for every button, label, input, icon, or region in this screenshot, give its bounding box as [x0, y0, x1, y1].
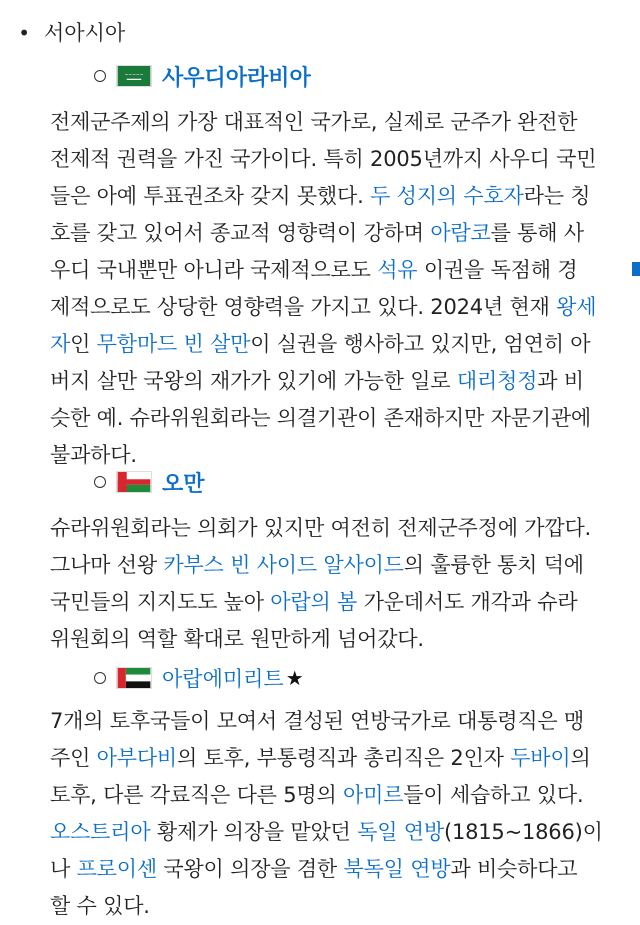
text-segment: 이 실권을 행사하고 있지만, 엄연히 아 — [250, 332, 591, 356]
text-segment: 호를 갖고 있어서 종교적 영향력이 강하며 — [50, 221, 431, 245]
text-line — [50, 215, 640, 252]
text-segment: 라는 칭 — [523, 184, 591, 208]
region-heading — [18, 18, 126, 48]
inline-link[interactable]: 프로이센 — [76, 857, 157, 881]
inline-link[interactable]: 아랍의 봄 — [270, 590, 358, 614]
text-segment: 전제군주제의 가장 대표적인 국가로, 실제로 군주가 완전한 — [50, 110, 578, 134]
text-segment: 과 비 — [537, 369, 584, 393]
inline-link[interactable]: 자 — [50, 332, 71, 356]
text-segment: 불과하다. — [50, 443, 137, 467]
text-segment: 를 통해 사 — [490, 221, 584, 245]
text-segment: 인 — [70, 332, 97, 356]
text-segment: 7개의 토후국들이 모여서 결성된 연방국가로 대통령직은 맹 — [50, 709, 585, 733]
text-line — [50, 252, 640, 289]
text-segment: 토후, 다른 각료직은 다른 5명의 — [50, 783, 344, 807]
text-line — [50, 510, 640, 547]
bullet-icon: • — [18, 21, 30, 45]
text-line — [50, 289, 640, 326]
text-segment: 의 훌륭한 통치 덕에 — [403, 553, 584, 577]
text-line — [50, 703, 640, 740]
inline-link[interactable]: 두바이 — [510, 746, 571, 770]
text-segment: 슈라위원회라는 의회가 있지만 여전히 전제군주정에 가깝다. — [50, 516, 591, 540]
text-segment: 버지 살만 국왕의 재가가 있기에 가능한 일로 — [50, 369, 457, 393]
inline-link[interactable]: 오스트리아 — [50, 820, 151, 844]
text-segment: 제적으로도 상당한 영향력을 가지고 있다. 2024년 현재 — [50, 295, 557, 319]
inline-link[interactable]: 아미르 — [343, 783, 404, 807]
inline-link[interactable]: 두 성지의 수호자 — [370, 184, 524, 208]
text-segment: 주인 — [50, 746, 97, 770]
inline-link[interactable]: 카부스 빈 사이드 알사이드 — [163, 553, 404, 577]
text-segment: 의 — [570, 746, 591, 770]
oman-flag-icon — [116, 471, 152, 493]
text-segment: 전제적 권력을 가진 국가이다. 특히 2005년까지 사우디 국민 — [50, 147, 597, 171]
text-line — [50, 400, 640, 437]
saudi-paragraph — [50, 104, 640, 474]
country-heading-saudi — [94, 60, 311, 92]
text-line — [50, 178, 640, 215]
text-segment: 들이 세습하고 있다. — [403, 783, 584, 807]
inline-link[interactable]: 대리청정 — [456, 369, 538, 393]
region-label: 서아시아 — [44, 21, 126, 45]
circle-bullet-icon — [94, 476, 106, 488]
text-line — [50, 363, 640, 400]
text-segment: 들은 아예 투표권조차 갖지 못했다. — [50, 184, 371, 208]
circle-bullet-icon — [94, 672, 106, 684]
uae-flag-icon — [116, 667, 152, 689]
uae-paragraph — [50, 703, 640, 925]
text-segment: 할 수 있다. — [50, 894, 150, 918]
text-segment: 과 비슷하다고 — [450, 857, 578, 881]
text-segment: 슷한 예. 슈라위원회라는 의결기관이 존재하지만 자문기관에 — [50, 406, 591, 430]
text-segment: 의 토후, 부통령직과 총리직은 2인자 — [177, 746, 511, 770]
uae-link[interactable]: 아랍에미리트 — [162, 667, 284, 691]
text-line — [50, 888, 640, 925]
text-segment: 가운데서도 개각과 슈라 — [357, 590, 578, 614]
inline-link[interactable]: 북독일 연방 — [343, 857, 451, 881]
saudi-arabia-link[interactable]: 사우디아라비아 — [162, 65, 311, 91]
scroll-edge-marker — [632, 262, 640, 276]
saudi-flag-icon — [116, 65, 152, 87]
inline-link[interactable]: 독일 연방 — [357, 820, 444, 844]
text-segment: 국민들의 지지도도 높아 — [50, 590, 271, 614]
inline-link[interactable]: 무함마드 빈 살만 — [96, 332, 251, 356]
inline-link[interactable]: 아부다비 — [96, 746, 177, 770]
star-icon: ★ — [285, 666, 304, 690]
text-segment: 이권을 독점해 경 — [417, 258, 578, 282]
inline-link[interactable]: 석유 — [377, 258, 418, 282]
text-segment: 그나마 선왕 — [50, 553, 164, 577]
text-line — [50, 814, 640, 851]
country-heading-uae — [94, 662, 304, 694]
oman-paragraph — [50, 510, 640, 658]
text-segment: 위원회의 역할 확대로 원만하게 넘어갔다. — [50, 627, 424, 651]
text-line — [50, 547, 640, 584]
text-segment: 황제가 의장을 맡았던 — [150, 820, 358, 844]
text-line — [50, 777, 640, 814]
text-line — [50, 740, 640, 777]
text-line — [50, 141, 640, 178]
svg-text:~~~~~: ~~~~~ — [124, 73, 144, 78]
circle-bullet-icon — [94, 70, 106, 82]
text-line — [50, 104, 640, 141]
text-line — [50, 326, 640, 363]
text-segment: (1815~1866)이 — [443, 820, 603, 844]
inline-link[interactable]: 아람코 — [430, 221, 491, 245]
text-segment: 국왕이 의장을 겸한 — [156, 857, 344, 881]
text-line — [50, 851, 640, 888]
text-segment: 나 — [50, 857, 77, 881]
oman-link[interactable]: 오만 — [162, 471, 205, 497]
country-heading-oman — [94, 466, 205, 498]
text-line — [50, 621, 640, 658]
text-line — [50, 584, 640, 621]
inline-link[interactable]: 왕세 — [556, 295, 597, 319]
text-segment: 우디 국내뿐만 아니라 국제적으로도 — [50, 258, 378, 282]
